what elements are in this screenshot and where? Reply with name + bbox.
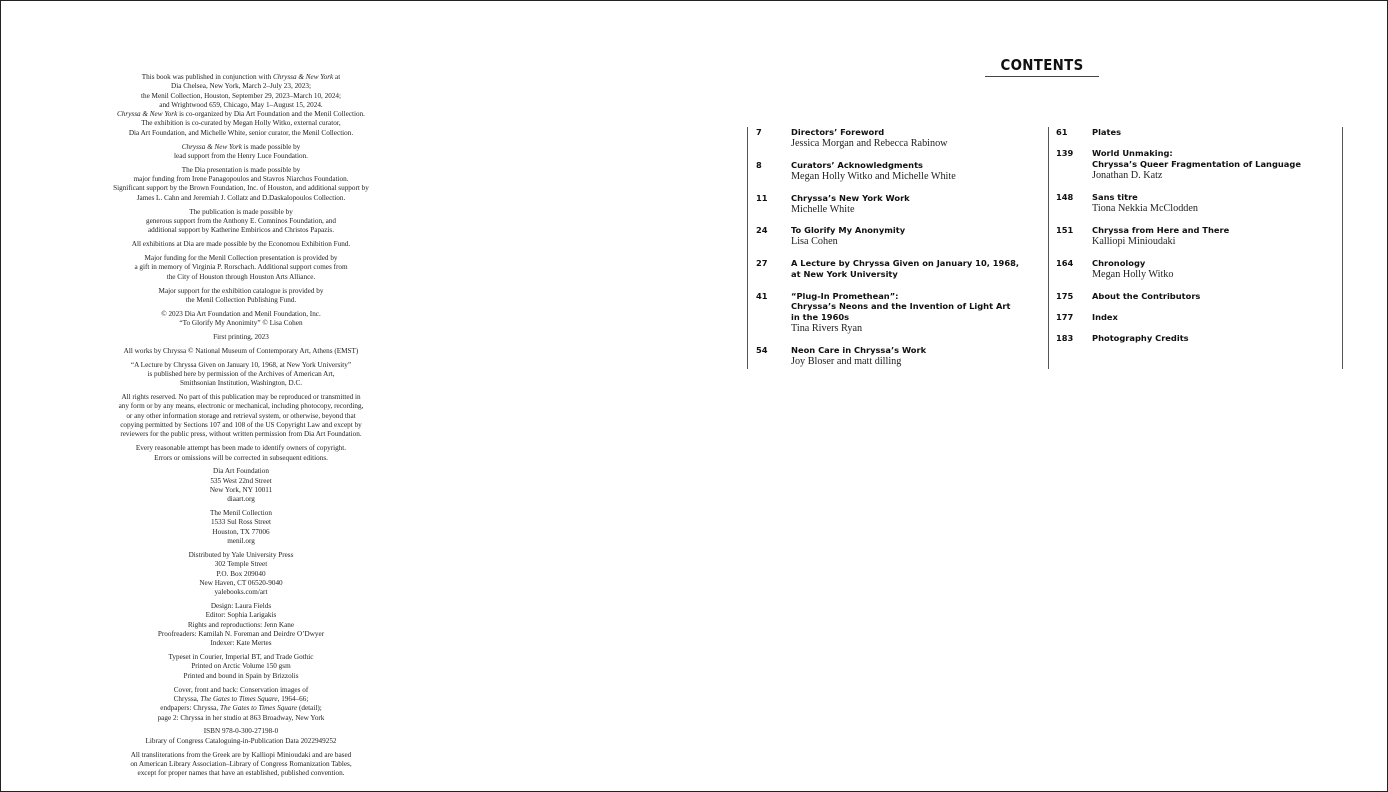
colophon-text: (detail); [297, 704, 322, 713]
entry-title: Chryssa from Here and There [1092, 224, 1230, 235]
contents-entry[interactable] [748, 127, 1048, 149]
colophon-text: Printed and bound in Spain by Brizzolis [183, 671, 299, 680]
colophon-line [41, 737, 441, 746]
entry-title: Neon Care in Chryssa’s Work [791, 345, 927, 356]
colophon-text: , 1964–66; [277, 694, 309, 703]
colophon-paragraph [41, 347, 441, 356]
colophon-line [41, 495, 441, 504]
colophon-line [41, 92, 441, 101]
entry-text [1092, 127, 1342, 138]
entry-title: Photography Credits [1092, 333, 1189, 344]
colophon-line [41, 402, 441, 411]
colophon-text: Cover, front and back: Conservation images of [173, 685, 309, 694]
entry-author: Megan Holly Witko and Michelle White [791, 170, 956, 182]
colophon-text: The publication is made possible by [189, 207, 293, 216]
colophon-line [41, 347, 441, 356]
colophon-line [41, 226, 441, 235]
entry-author: Jessica Morgan and Rebecca Rabinow [791, 137, 948, 149]
colophon-text: Proofreaders: Kamilah N. Foreman and Deirdre O’Dwyer [157, 629, 325, 638]
entry-page-number: 164 [1056, 257, 1074, 268]
colophon-line [41, 184, 441, 193]
entry-text [1092, 333, 1342, 344]
entry-title: in the 1960s [791, 312, 850, 323]
contents-entry[interactable] [748, 193, 1048, 215]
entry-title: Chryssa’s Queer Fragmentation of Language [1092, 159, 1301, 170]
entry-page-number: 177 [1056, 311, 1074, 322]
entry-page-number: 7 [756, 127, 762, 137]
entry-text [1092, 291, 1342, 302]
colophon-text: Every reasonable attempt has been made to identify owners of copyright. [135, 444, 347, 453]
colophon-text: copying permitted by Sections 107 and 108 of the US Copyright Law and except by [120, 421, 362, 430]
colophon-line [41, 444, 441, 453]
colophon-line [41, 486, 441, 495]
colophon-text: © 2023 Dia Art Foundation and Menil Foundation, Inc. [161, 309, 321, 318]
colophon-line [41, 570, 441, 579]
colophon-line [41, 254, 441, 263]
colophon-line [41, 273, 441, 282]
colophon-text: at [333, 73, 341, 81]
colophon-line [41, 101, 441, 110]
colophon-line [41, 361, 441, 370]
contents-entry[interactable] [1049, 333, 1342, 344]
entry-page-number: 41 [756, 290, 768, 301]
entry-title: Sans titre [1092, 192, 1138, 203]
colophon-line [41, 551, 441, 560]
colophon-text: Editor: Sophia Larigakis [205, 611, 277, 620]
entry-title: Curators’ Acknowledgments [791, 159, 923, 170]
contents-entry[interactable] [748, 258, 1048, 280]
entry-page-number: 11 [756, 192, 768, 203]
colophon-text: Significant support by the Brown Foundation, Inc. of Houston, and additional support by [113, 184, 369, 193]
colophon-text: All rights reserved. No part of this publication may be reproduced or transmitted in [121, 393, 361, 402]
entry-text [791, 345, 1048, 367]
colophon-text: Dia Art Foundation, and Michelle White, senior curator, the Menil Collection. [128, 128, 354, 137]
colophon-line [41, 477, 441, 486]
colophon-text: reviewers for the public press, without written permission from Dia Art Foundation. [120, 430, 362, 439]
entry-page-number: 8 [756, 159, 762, 170]
entry-text [791, 160, 1048, 182]
colophon-paragraph [41, 551, 441, 597]
colophon-line [41, 611, 441, 620]
colophon-text: and Wrightwood 659, Chicago, May 1–August 15, 2024. [159, 100, 323, 109]
colophon-text: New York, NY 10011 [209, 486, 273, 494]
entry-text [1092, 192, 1342, 214]
colophon-line [41, 769, 441, 778]
colophon-text: This book was published in conjunction with [141, 73, 273, 81]
colophon-line [41, 208, 441, 217]
colophon-text: The exhibition is co-curated by Megan Holly Witko, external curator, [141, 119, 341, 128]
colophon-line [41, 621, 441, 630]
entry-page-number: 54 [756, 345, 768, 356]
entry-text [1092, 312, 1342, 323]
colophon-italic-title: The Gates to Times Square [200, 694, 278, 703]
entry-text [791, 258, 1048, 280]
colophon-paragraph [41, 254, 441, 282]
colophon-line [41, 287, 441, 296]
colophon-text: All transliterations from the Greek are by Kalliopi Minioudaki and are based [130, 750, 352, 759]
colophon-line [41, 240, 441, 249]
entry-author: Joy Bloser and matt dilling [791, 356, 902, 368]
entry-title: About the Contributors [1092, 290, 1201, 301]
colophon-text: Printed on Arctic Volume 150 gsm [191, 662, 291, 671]
colophon-line [41, 143, 441, 152]
colophon-line [41, 73, 441, 82]
colophon-text: Dia Chelsea, New York, March 2–July 23, 2023; [171, 82, 311, 91]
colophon-line [41, 537, 441, 546]
entry-text [1092, 148, 1342, 181]
contents-column-right [1048, 127, 1343, 369]
colophon-text: 535 West 22nd Street [210, 476, 272, 485]
colophon-line [41, 509, 441, 518]
entry-author: Kalliopi Minioudaki [1092, 235, 1176, 247]
colophon-text: Major support for the exhibition catalogue is provided by [158, 286, 324, 295]
colophon-paragraph [41, 73, 441, 138]
colophon-paragraph [41, 143, 441, 162]
entry-text [791, 225, 1048, 247]
colophon-text: any form or by any means, electronic or mechanical, including photocopy, recording, [118, 402, 364, 411]
entry-title: Plates [1092, 127, 1122, 137]
colophon-text: endpapers: Chryssa, [160, 704, 220, 713]
colophon-paragraph [41, 602, 441, 648]
colophon-line [41, 175, 441, 184]
entry-page-number: 24 [756, 225, 768, 236]
colophon-text: The Menil Collection [210, 509, 272, 518]
colophon-paragraph [41, 653, 441, 681]
entry-author: Jonathan D. Katz [1092, 170, 1163, 182]
colophon-paragraph [41, 361, 441, 389]
colophon-line [41, 393, 441, 402]
colophon-line [41, 379, 441, 388]
colophon-text: Library of Congress Cataloguing-in-Publication Data 2022949252 [145, 736, 337, 745]
colophon-text: Rights and reproductions: Jenn Kane [187, 620, 295, 629]
colophon-line [41, 310, 441, 319]
colophon-line [41, 119, 441, 128]
colophon-text: Errors or omissions will be corrected in subsequent editions. [154, 453, 328, 462]
colophon-line [41, 467, 441, 476]
colophon-line [41, 152, 441, 161]
colophon-paragraph [41, 393, 441, 439]
colophon-text: is made possible by [241, 142, 301, 151]
colophon-line [41, 588, 441, 597]
colophon-line [41, 82, 441, 91]
colophon-text: ISBN 978-0-300-27198-0 [203, 727, 279, 736]
colophon-text: yalebooks.com/art [214, 588, 268, 597]
contents-entry[interactable] [1049, 225, 1342, 247]
contents-entry[interactable] [1049, 127, 1342, 138]
colophon-line [41, 430, 441, 439]
entry-author: Tiona Nekkia McClodden [1092, 203, 1199, 215]
colophon-line [41, 672, 441, 681]
colophon-text: 1533 Sul Ross Street [210, 518, 272, 527]
entry-page-number: 183 [1056, 333, 1074, 344]
contents-entry[interactable] [1049, 148, 1342, 181]
colophon-italic-title: Chryssa & New York [117, 110, 178, 119]
contents-entry[interactable] [1049, 312, 1342, 323]
contents-entry[interactable] [748, 291, 1048, 335]
colophon-paragraph [41, 467, 441, 504]
colophon-line [41, 263, 441, 272]
entry-title: Chronology [1092, 257, 1146, 268]
colophon-line [41, 639, 441, 648]
colophon-text: Design: Laura Fields [210, 602, 272, 611]
colophon-line [41, 662, 441, 671]
colophon-line [41, 630, 441, 639]
contents-entry[interactable] [748, 345, 1048, 367]
entry-author: Tina Rivers Ryan [791, 323, 863, 335]
colophon-line [41, 704, 441, 713]
entry-title: “Plug-In Promethean”: [791, 290, 899, 301]
entry-title: World Unmaking: [1092, 148, 1173, 159]
colophon-text: First printing, 2023 [213, 332, 269, 341]
colophon-line [41, 518, 441, 527]
colophon-text: a gift in memory of Virginia P. Rorschach. Additional support comes from [134, 263, 348, 272]
colophon-paragraph [41, 166, 441, 203]
colophon-text: 302 Temple Street [214, 560, 268, 569]
entry-title: Directors’ Foreword [791, 127, 885, 137]
colophon-text: Houston, TX 77006 [212, 527, 270, 536]
colophon-paragraph [41, 287, 441, 306]
entry-page-number: 148 [1056, 192, 1074, 203]
colophon-line [41, 412, 441, 421]
colophon-paragraph [41, 310, 441, 329]
colophon-paragraph [41, 727, 441, 746]
colophon-text: Indexer: Kate Mertes [210, 639, 272, 648]
colophon-text: is published here by permission of the Archives of American Art, [147, 369, 335, 378]
colophon-text: P.O. Box 209040 [216, 569, 266, 578]
colophon-text: New Haven, CT 06520-9040 [199, 578, 283, 587]
colophon-text: or any other information storage and retrieval system, or otherwise, beyond that [126, 411, 356, 420]
colophon-text: “To Glorify My Anonimity” © Lisa Cohen [179, 318, 303, 327]
colophon-text: Major funding for the Menil Collection presentation is provided by [144, 254, 338, 263]
entry-text [791, 193, 1048, 215]
colophon-line [41, 751, 441, 760]
entry-text [1092, 225, 1342, 247]
entry-title: at New York University [791, 269, 898, 280]
colophon-line [41, 760, 441, 769]
colophon-line [41, 296, 441, 305]
colophon-line [41, 370, 441, 379]
colophon-text: additional support by Katherine Embiricos and Christos Papazis. [147, 226, 335, 235]
colophon-text: is co-organized by Dia Art Foundation and the Menil Collection. [177, 110, 365, 119]
contents-entry[interactable] [1049, 291, 1342, 302]
colophon-line [41, 653, 441, 662]
entry-title: To Glorify My Anonymity [791, 225, 906, 236]
contents-entry[interactable] [748, 160, 1048, 182]
colophon-line [41, 727, 441, 736]
colophon-text: the Menil Collection, Houston, September 29, 2023–March 10, 2024; [140, 91, 342, 100]
colophon-text: diaart.org [227, 495, 255, 504]
colophon-text: lead support from the Henry Luce Foundation. [174, 151, 308, 160]
contents-entry[interactable] [1049, 192, 1342, 214]
entry-title: Index [1092, 311, 1118, 322]
colophon-italic-title: Chryssa & New York [272, 73, 334, 81]
colophon-text: Distributed by Yale University Press [188, 550, 294, 559]
entry-title: A Lecture by Chryssa Given on January 10, 1968, [791, 258, 1020, 269]
colophon-line [41, 602, 441, 611]
entry-page-number: 151 [1056, 224, 1074, 235]
entry-author: Megan Holly Witko [1092, 268, 1174, 280]
colophon-text: The Dia presentation is made possible by [181, 165, 301, 174]
colophon-text: the Menil Collection Publishing Fund. [185, 295, 297, 304]
colophon-line [41, 421, 441, 430]
colophon-paragraph [41, 509, 441, 546]
colophon-text: page 2: Chryssa in her studio at 863 Broadway, New York [157, 713, 325, 722]
colophon-line [41, 454, 441, 463]
colophon-text: All works by Chryssa © National Museum of Contemporary Art, Athens (EMST) [123, 346, 359, 355]
colophon-text: menil.org [227, 537, 255, 546]
colophon-text: the City of Houston through Houston Arts Alliance. [166, 272, 316, 281]
colophon-text: Dia Art Foundation [213, 467, 269, 476]
colophon-text: James L. Cahn and Jeremiah J. Collatz and D.Daskalopoulos Collection. [136, 193, 346, 202]
entry-page-number: 61 [1056, 127, 1068, 137]
contents-title: CONTENTS [1000, 56, 1084, 74]
colophon [41, 73, 441, 783]
colophon-line [41, 714, 441, 723]
entry-title: Chryssa’s Neons and the Invention of Light Art [791, 301, 1011, 312]
colophon-line [41, 217, 441, 226]
colophon-line [41, 319, 441, 328]
colophon-text: “A Lecture by Chryssa Given on January 10, 1968, at New York University” [130, 360, 352, 369]
contents-entry[interactable] [748, 225, 1048, 247]
entry-page-number: 139 [1056, 148, 1074, 159]
colophon-paragraph [41, 444, 441, 463]
colophon-line [41, 579, 441, 588]
colophon-text: on American Library Association–Library of Congress Romanization Tables, [130, 759, 352, 768]
colophon-line [41, 560, 441, 569]
colophon-line [41, 110, 441, 119]
entry-author: Michelle White [791, 203, 855, 215]
colophon-line [41, 166, 441, 175]
colophon-line [41, 686, 441, 695]
entry-page-number: 27 [756, 258, 768, 269]
entry-author: Lisa Cohen [791, 236, 838, 248]
entry-text [791, 291, 1048, 335]
entry-text [1092, 258, 1342, 280]
title-rule [985, 76, 1099, 77]
colophon-italic-title: The Gates to Times Square [219, 704, 298, 713]
colophon-text: except for proper names that have an established, published convention. [137, 769, 345, 778]
colophon-text: Typeset in Courier, Imperial BT, and Trade Gothic [168, 653, 314, 662]
contents-entry[interactable] [1049, 258, 1342, 280]
colophon-paragraph [41, 240, 441, 249]
colophon-text: Chryssa, [173, 694, 201, 703]
colophon-line [41, 528, 441, 537]
colophon-text: Smithsonian Institution, Washington, D.C. [179, 379, 303, 388]
colophon-paragraph [41, 208, 441, 236]
colophon-line [41, 333, 441, 342]
entry-page-number: 175 [1056, 290, 1074, 301]
contents-column-left [747, 127, 1048, 369]
colophon-text: major funding from Irene Panagopoulos and Stavros Niarchos Foundation. [133, 175, 349, 184]
colophon-line [41, 695, 441, 704]
colophon-line [41, 194, 441, 203]
colophon-text: generous support from the Anthony E. Comninos Foundation, and [145, 216, 337, 225]
colophon-text: All exhibitions at Dia are made possible by the Economou Exhibition Fund. [131, 240, 351, 249]
entry-title: Chryssa’s New York Work [791, 192, 910, 203]
entry-text [791, 127, 1048, 149]
colophon-paragraph [41, 686, 441, 723]
colophon-paragraph [41, 333, 441, 342]
colophon-line [41, 129, 441, 138]
colophon-paragraph [41, 751, 441, 779]
colophon-italic-title: Chryssa & New York [181, 142, 242, 151]
